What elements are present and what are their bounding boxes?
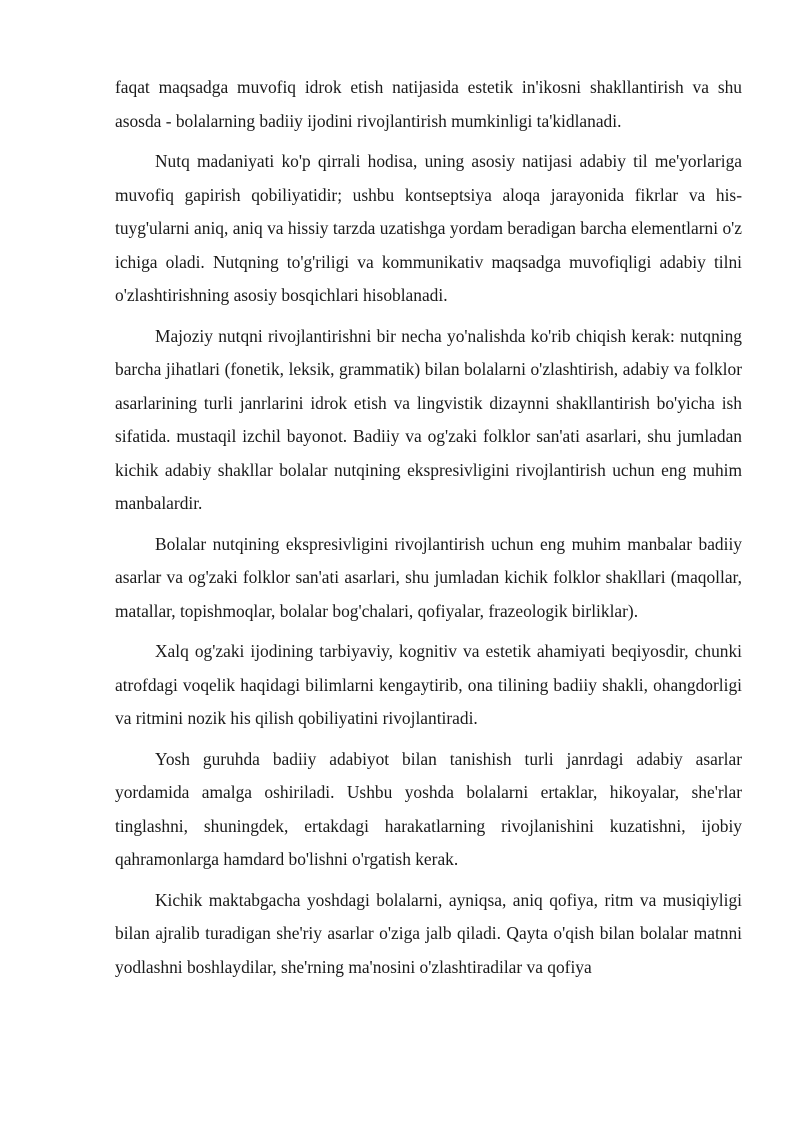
paragraph-continuation: faqat maqsadga muvofiq idrok etish natijasida estetik in'ikosni shakllantirish va shu asosda - bolalarning badiiy ijodini rivojlantirish mumkinligi ta'kidlanadi. [115,77,742,131]
paragraph-young-group: Yosh guruhda badiiy adabiyot bilan tanishish turli janrdagi adabiy asarlar yordamida amalga oshiriladi. Ushbu yoshda bolalarni ertaklar, hikoyalar, she'rlar tinglashni, shuningdek, ertakdagi harakatlarning rivojlanishini kuzatishni, ijobiy qahramonlarga hamdard bo'lishni o'rgatish kerak. [115,748,742,869]
paragraph-folk-art-value: Xalq og'zaki ijodining tarbiyaviy, kognitiv va estetik ahamiyati beqiyosdir, chunki atrofdagi voqelik haqidagi bilimlarni kengaytirib, ona tilining badiiy shakli, ohangdorligi va ritmini nozik his qilish qobiliyatini rivojlantiradi. [115,641,742,728]
body-text [115,71,742,991]
paragraph-preschool-poetry: Kichik maktabgacha yoshdagi bolalarni, ayniqsa, aniq qofiya, ritm va musiqiyligi bilan ajralib turadigan she'riy asarlar o'ziga jalb qiladi. Qayta o'qish bilan bolalar matnni yodlashni boshlaydilar, she'rning ma'nosini o'zlashtiradilar va qofiya [115,889,742,977]
paragraph-figurative-speech: Majoziy nutqni rivojlantirishni bir necha yo'nalishda ko'rib chiqish kerak: nutqning barcha jihatlari (fonetik, leksik, grammatik) bilan bolalarni o'zlashtirish, adabiy va folklor asarlarining turli janrlarini idrok etish va lingvistik dizaynni shakllantirish bo'yicha ish sifatida. mustaqil izchil bayonot. Badiiy va og'zaki folklor san'ati asarlari, shu jumladan kichik adabiy shakllar bolalar nutqining ekspresivligini rivojlantirish uchun eng muhim manbalardir. [115,325,742,513]
paragraph-speech-culture: Nutq madaniyati ko'p qirrali hodisa, uning asosiy natijasi adabiy til me'yorlariga muvofiq gapirish qobiliyatidir; ushbu kontseptsiya aloqa jarayonida fikrlar va his-tuyg'ularni aniq, aniq va hissiy tarzda uzatishga yordam beradigan barcha elementlarni o'z ichiga oladi. Nutqning to'g'riligi va kommunikativ maqsadga muvofiqligi adabiy tilni o'zlashtirishning asosiy bosqichlari hisoblanadi. [115,151,742,305]
paragraph-expressiveness-sources: Bolalar nutqining ekspresivligini rivojlantirish uchun eng muhim manbalar badiiy asarlar va og'zaki folklor san'ati asarlari, shu jumladan kichik folklor shakllari (maqollar, matallar, topishmoqlar, bolalar bog'chalari, qofiyalar, frazeologik birliklar). [115,533,742,621]
